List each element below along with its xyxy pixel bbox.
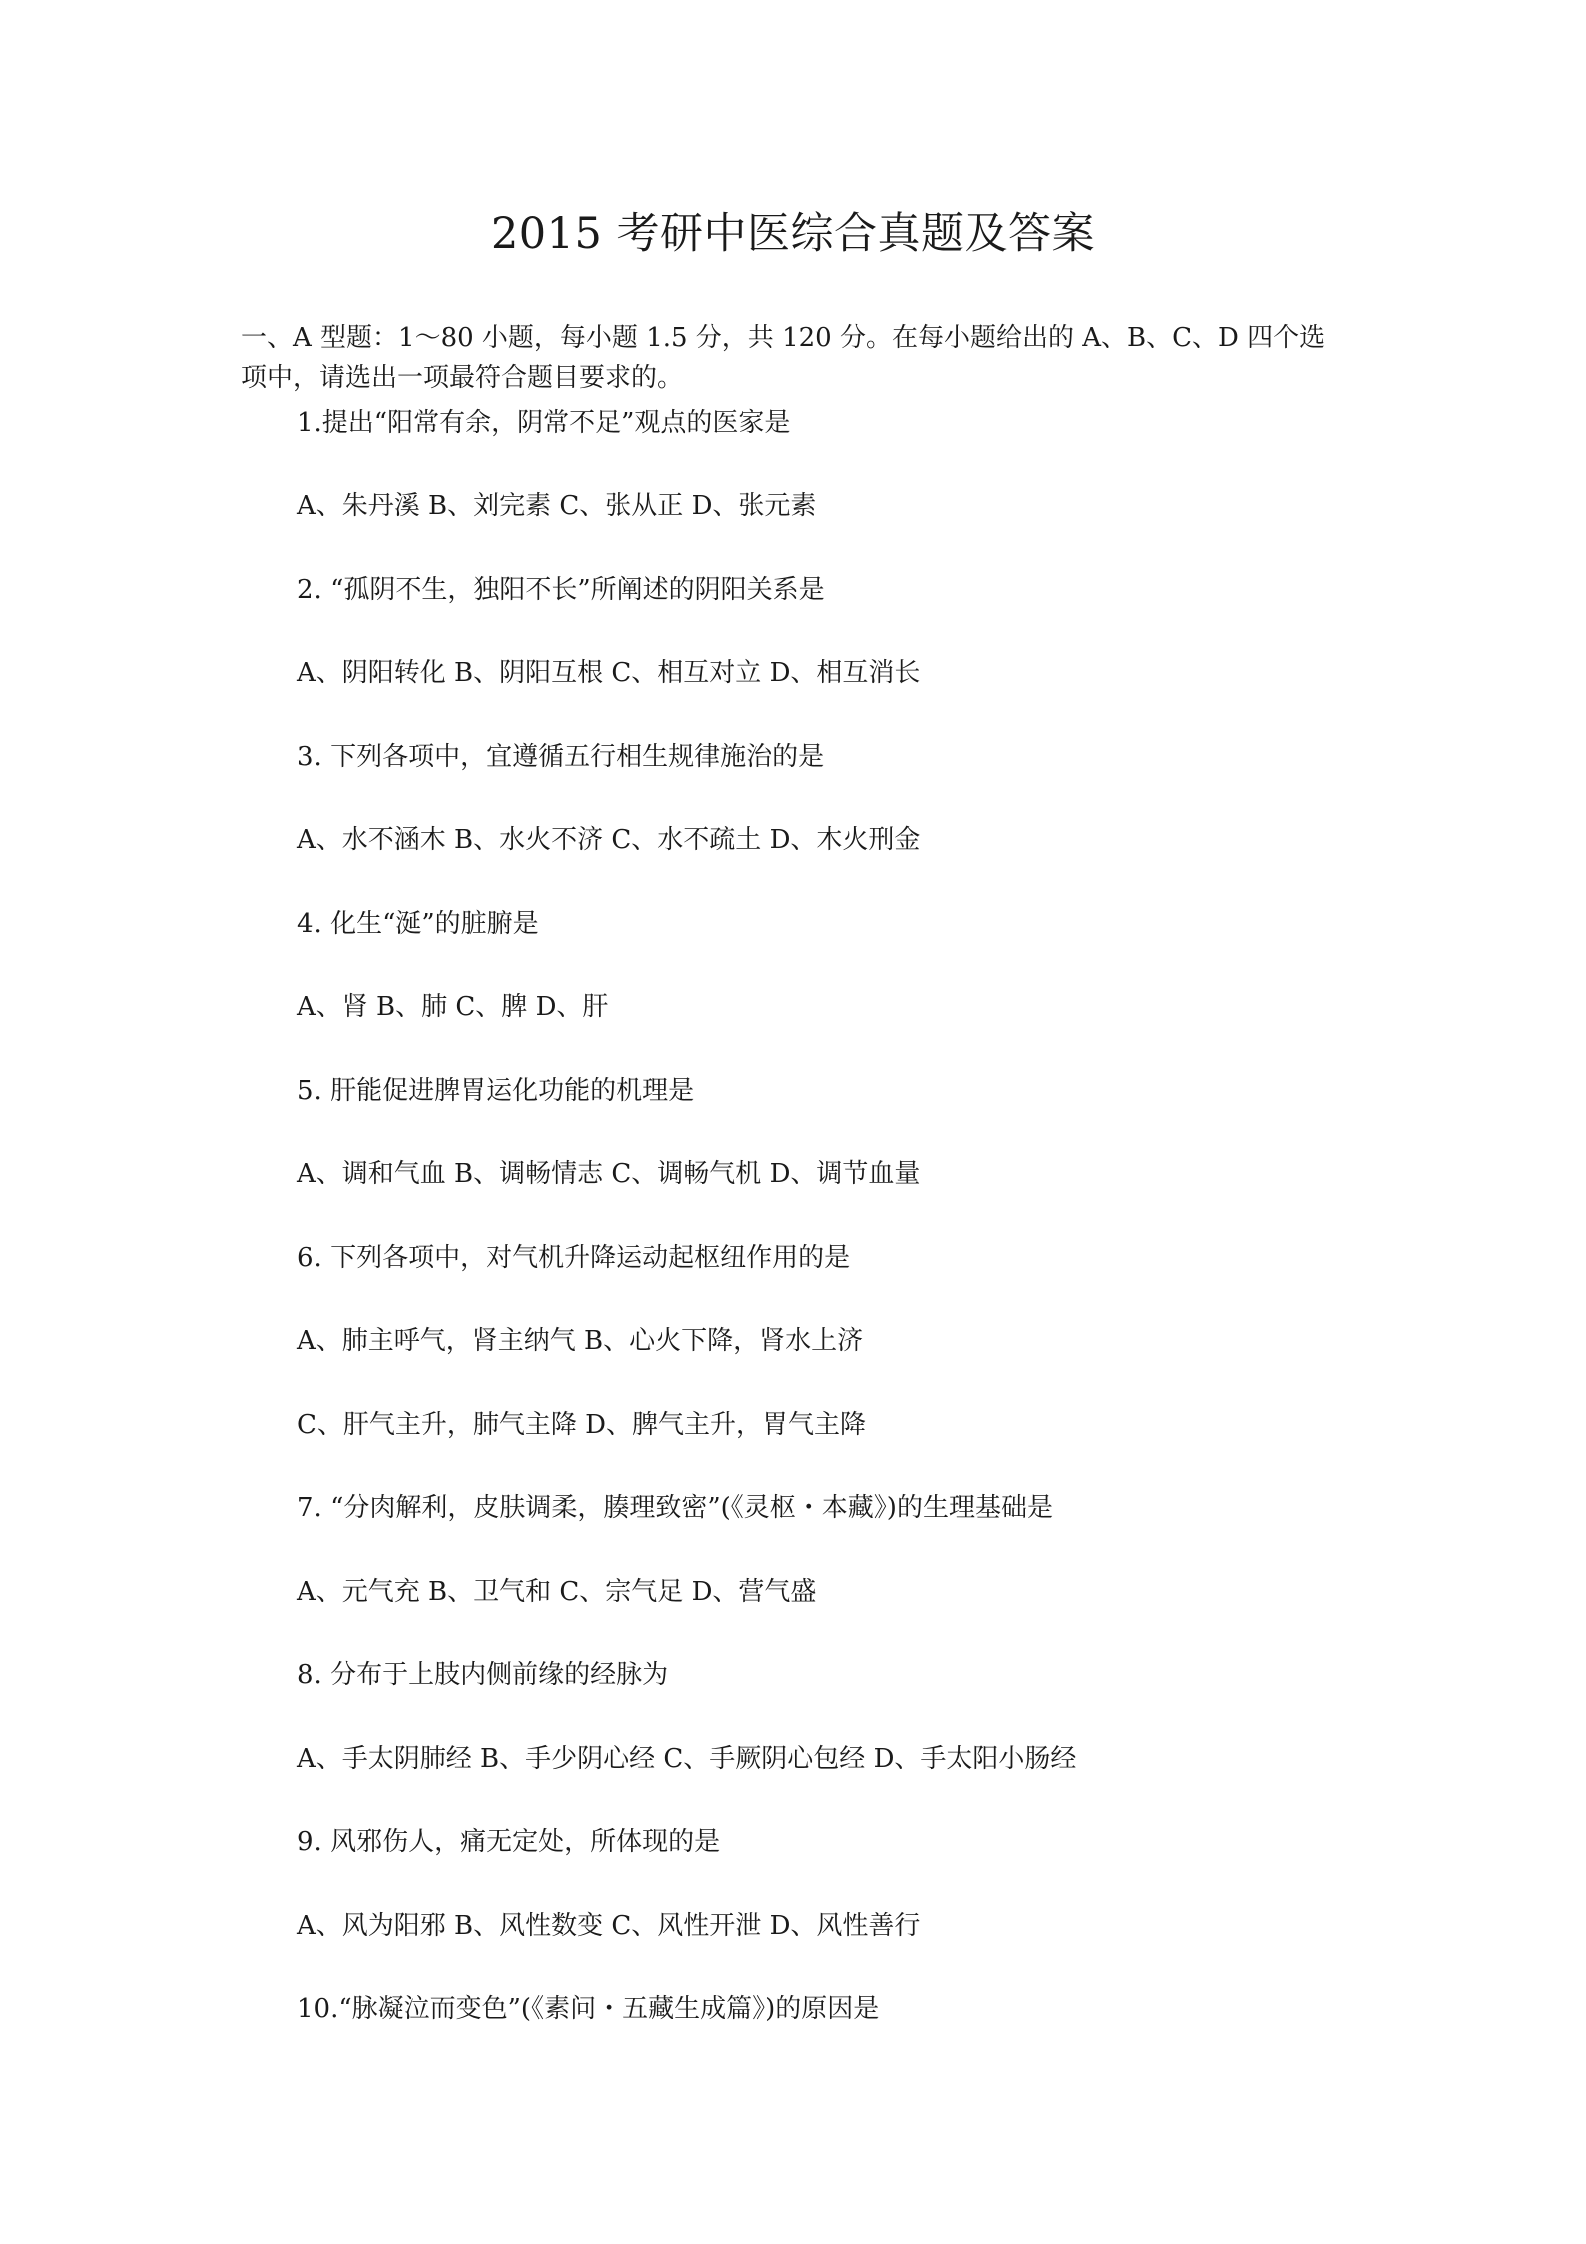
answer-options-8: A、手太阴肺经 B、手少阴心经 C、手厥阴心包经 D、手太阳小肠经 — [297, 1744, 1077, 1774]
document-title: 2015 考研中医综合真题及答案 — [490, 209, 1096, 259]
question-10: 10.“脉凝泣而变色”(《素问・五藏生成篇》)的原因是 — [297, 1994, 880, 2024]
question-7: 7. “分肉解利，皮肤调柔，腠理致密”(《灵枢・本藏》)的生理基础是 — [297, 1493, 1053, 1523]
answer-options-2: A、阴阳转化 B、阴阳互根 C、相互对立 D、相互消长 — [297, 658, 921, 688]
question-2: 2. “孤阴不生，独阳不长”所阐述的阴阳关系是 — [297, 575, 825, 605]
question-9: 9. 风邪伤人，痛无定处，所体现的是 — [297, 1827, 721, 1857]
answer-options-6b: C、肝气主升，肺气主降 D、脾气主升，胃气主降 — [297, 1410, 867, 1440]
answer-options-9: A、风为阳邪 B、风性数变 C、风性开泄 D、风性善行 — [297, 1911, 921, 1941]
question-3: 3. 下列各项中，宜遵循五行相生规律施治的是 — [297, 742, 825, 772]
question-6: 6. 下列各项中，对气机升降运动起枢纽作用的是 — [297, 1243, 851, 1273]
answer-options-7: A、元气充 B、卫气和 C、宗气足 D、营气盛 — [297, 1577, 817, 1607]
section-intro — [241, 318, 1361, 398]
answer-options-3: A、水不涵木 B、水火不济 C、水不疏土 D、木火刑金 — [297, 825, 921, 855]
answer-options-6a: A、肺主呼气，肾主纳气 B、心火下降，肾水上济 — [297, 1326, 864, 1356]
intro-line: 一、A 型题：1～80 小题，每小题 1.5 分，共 120 分。在每小题给出的 A、B、C、D 四个选 — [241, 323, 1326, 353]
question-8: 8. 分布于上肢内侧前缘的经脉为 — [297, 1660, 669, 1690]
intro-line: 项中，请选出一项最符合题目要求的。 — [241, 363, 684, 393]
answer-options-5: A、调和气血 B、调畅情志 C、调畅气机 D、调节血量 — [297, 1159, 921, 1189]
question-1: 1.提出“阳常有余，阴常不足”观点的医家是 — [297, 408, 791, 438]
question-4: 4. 化生“涎”的脏腑是 — [297, 909, 539, 939]
answer-options-4: A、肾 B、肺 C、脾 D、肝 — [297, 992, 609, 1022]
answer-options-1: A、朱丹溪 B、刘完素 C、张从正 D、张元素 — [297, 491, 817, 521]
question-5: 5. 肝能促进脾胃运化功能的机理是 — [297, 1076, 695, 1106]
